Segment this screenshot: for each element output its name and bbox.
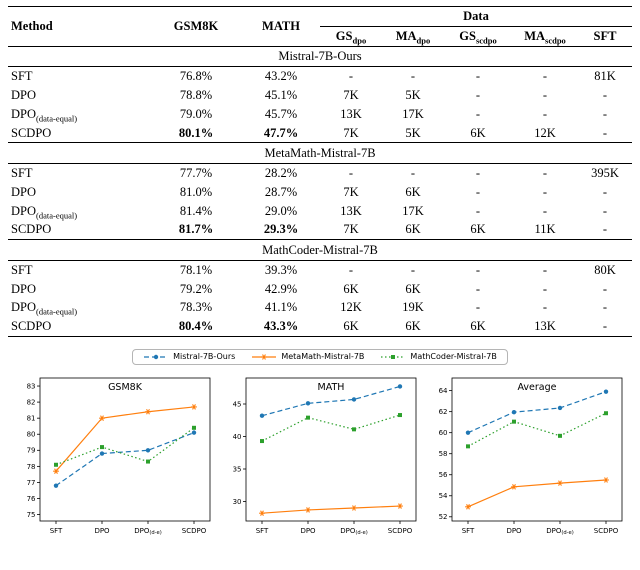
square-line-sample-icon [380,352,406,362]
header-row-1 [8,7,632,27]
svg-text:56: 56 [438,470,448,479]
legend-item-1 [251,352,364,362]
method-cell: DPO [11,88,37,102]
value-cell: 80.4% [178,319,214,333]
charts-row [0,369,640,559]
value-cell: - [475,300,481,315]
method-cell: SCDPO [11,319,52,333]
value-cell: - [475,88,481,102]
col-subheader-subscript: dpo [416,35,431,46]
svg-text:79: 79 [26,446,36,455]
value-cell: 77.7% [179,166,213,180]
svg-text:SFT: SFT [255,526,269,535]
value-cell: - [542,262,548,277]
value-cell: - [475,203,481,218]
chart-average [424,369,628,559]
method-cell: DPO [11,184,37,199]
value-cell: 43.3% [263,319,299,333]
chart-math [218,369,422,559]
section-title-row [8,143,632,164]
value-cell: - [542,300,548,315]
col-subheader-1: $MA_{dpo}$ [395,28,431,46]
col-header-math: MATH [262,18,300,33]
section-title: MathCoder-Mistral-7B [8,240,632,261]
value-cell: 29.0% [264,203,298,218]
value-cell: 41.1% [264,300,298,315]
svg-text:DPO(d-e): DPO(d-e) [134,526,162,536]
method-cell: $DPO_{(data-equal)}$ [11,106,78,124]
value-cell: - [602,319,608,333]
svg-text:SCDPO: SCDPO [387,526,413,535]
method-cell: $DPO_{(data-equal)}$ [11,203,78,220]
svg-text:SCDPO: SCDPO [593,526,619,535]
method-subscript: (data-equal) [36,113,78,124]
value-cell: 28.7% [264,184,298,199]
value-cell: - [475,69,481,84]
svg-text:78: 78 [26,462,36,471]
value-cell: 6K [470,222,486,237]
chart-legend [132,349,508,365]
svg-text:76: 76 [26,494,36,503]
value-cell: 7K [343,88,359,102]
value-cell: 76.8% [179,69,213,84]
value-cell: 6K [405,184,421,199]
value-cell: - [602,203,608,218]
section-title-row [8,46,632,67]
value-cell: 80K [594,262,616,277]
method-cell: SFT [11,69,33,84]
col-header-method: Method [11,18,53,33]
value-cell: - [475,262,481,277]
value-cell: - [542,88,548,102]
value-cell: 5K [405,88,421,102]
svg-text:80: 80 [26,430,36,439]
legend-label: MathCoder-Mistral-7B [410,352,497,362]
value-cell: - [602,184,608,199]
method-cell: SCDPO [11,222,52,237]
value-cell: 395K [591,166,619,180]
svg-text:75: 75 [26,510,36,519]
value-cell: 28.2% [264,166,298,180]
results-table [8,6,632,337]
svg-text:DPO: DPO [506,526,522,535]
svg-text:83: 83 [26,382,36,391]
legend-label: Mistral-7B-Ours [173,352,236,362]
section-title: Mistral-7B-Ours [8,46,632,67]
value-cell: - [542,203,548,218]
value-cell: 17K [402,203,424,218]
value-cell: 13K [340,203,362,218]
col-header-gsm8k: GSM8K [173,18,219,33]
table-row [8,164,632,183]
svg-text:30: 30 [232,497,242,506]
value-cell: - [602,281,608,296]
value-cell: 13K [340,106,362,121]
col-subheader-4: SFT [593,28,617,43]
value-cell: 42.9% [264,281,298,296]
value-cell: 6K [470,319,486,333]
value-cell: 6K [405,281,421,296]
value-cell: - [475,184,481,199]
svg-text:64: 64 [438,386,448,395]
value-cell: - [410,69,416,84]
value-cell: - [348,166,354,180]
svg-text:77: 77 [26,478,36,487]
value-cell: 6K [405,319,421,333]
col-subheader-subscript: scdpo [475,35,497,46]
svg-text:DPO: DPO [94,526,110,535]
value-cell: - [410,262,416,277]
svg-text:35: 35 [232,465,242,474]
table-row [8,105,632,124]
value-cell: 78.3% [179,300,213,315]
value-cell: 81.7% [178,222,214,237]
svg-text:58: 58 [438,449,448,458]
value-cell: 7K [343,125,359,140]
method-subscript: (data-equal) [36,306,78,317]
section-2 [8,240,632,337]
svg-text:SFT: SFT [49,526,63,535]
value-cell: - [475,281,481,296]
value-cell: 6K [405,222,421,237]
circle-line-sample-icon [143,352,169,362]
section-1 [8,143,632,240]
method-subscript: (data-equal) [36,210,78,220]
value-cell: 78.1% [179,262,213,277]
legend-item-0 [143,352,235,362]
value-cell: 81.0% [179,184,213,199]
section-title: MetaMath-Mistral-7B [8,143,632,164]
svg-text:62: 62 [438,407,448,416]
svg-text:SFT: SFT [461,526,475,535]
value-cell: 80.1% [178,125,214,140]
table-row [8,86,632,105]
value-cell: 7K [343,184,359,199]
value-cell: 6K [343,319,359,333]
value-cell: - [602,222,608,237]
svg-text:DPO(d-e): DPO(d-e) [340,526,368,536]
table-row [8,317,632,336]
figure-area [0,349,640,559]
svg-text:81: 81 [26,414,36,423]
value-cell: 6K [343,281,359,296]
section-title-row [8,240,632,261]
value-cell: - [602,125,608,140]
value-cell: 7K [343,222,359,237]
svg-text:DPO: DPO [300,526,316,535]
table-row [8,124,632,143]
value-cell: 11K [534,222,556,237]
value-cell: 45.7% [264,106,298,121]
svg-text:SCDPO: SCDPO [181,526,207,535]
value-cell: - [602,88,608,102]
table-row [8,67,632,86]
svg-text:40: 40 [232,432,242,441]
star-line-sample-icon [251,352,277,362]
table-row [8,260,632,279]
method-cell: $DPO_{(data-equal)}$ [11,300,78,317]
value-cell: 13K [534,319,556,333]
value-cell: - [542,106,548,121]
value-cell: - [602,106,608,121]
value-cell: 19K [402,300,424,315]
table-row [8,202,632,221]
col-header-data-group: Data [320,7,632,27]
section-0 [8,46,632,143]
value-cell: - [542,281,548,296]
svg-text:45: 45 [232,400,242,409]
col-subheader-2: $GS_{scdpo}$ [459,28,497,46]
value-cell: 81.4% [179,203,213,218]
legend-item-2 [380,352,496,362]
table-row [8,298,632,317]
value-cell: 78.8% [179,88,213,102]
value-cell: 79.0% [179,106,213,121]
value-cell: - [410,166,416,180]
method-cell: DPO [11,281,37,296]
col-subheader-3: $MA_{scdpo}$ [524,28,566,46]
value-cell: 81K [594,69,616,84]
table-row [8,220,632,239]
value-cell: 47.7% [263,125,299,140]
col-subheader-0: $GS_{dpo}$ [335,28,367,46]
value-cell: 12K [340,300,362,315]
value-cell: - [475,166,481,180]
svg-text:82: 82 [26,398,36,407]
value-cell: - [602,300,608,315]
svg-text:MATH: MATH [317,381,345,393]
value-cell: - [542,69,548,84]
svg-text:52: 52 [438,512,448,521]
svg-text:GSM8K: GSM8K [108,381,142,393]
svg-text:54: 54 [438,491,448,500]
legend-label: MetaMath-Mistral-7B [281,352,365,362]
value-cell: 43.2% [264,69,298,84]
paper-figure-page [0,6,640,570]
value-cell: 17K [402,106,424,121]
value-cell: - [542,184,548,199]
col-subheader-subscript: dpo [352,35,367,46]
svg-text:Average: Average [517,381,557,393]
value-cell: 29.3% [263,222,299,237]
table-row [8,280,632,299]
method-cell: SFT [11,166,33,180]
value-cell: 45.1% [264,88,298,102]
value-cell: 5K [405,125,421,140]
value-cell: - [348,262,354,277]
table-head [8,7,632,47]
table-row [8,183,632,202]
method-cell: SCDPO [11,125,52,140]
value-cell: 79.2% [179,281,213,296]
value-cell: - [475,106,481,121]
method-cell: SFT [11,262,33,277]
value-cell: - [542,166,548,180]
value-cell: 39.3% [264,262,298,277]
value-cell: 6K [470,125,486,140]
svg-text:60: 60 [438,428,448,437]
col-subheader-subscript: scdpo [545,35,566,46]
chart-gsm8k [12,369,216,559]
svg-text:DPO(d-e): DPO(d-e) [546,526,574,536]
value-cell: - [348,69,354,84]
value-cell: 12K [534,125,556,140]
